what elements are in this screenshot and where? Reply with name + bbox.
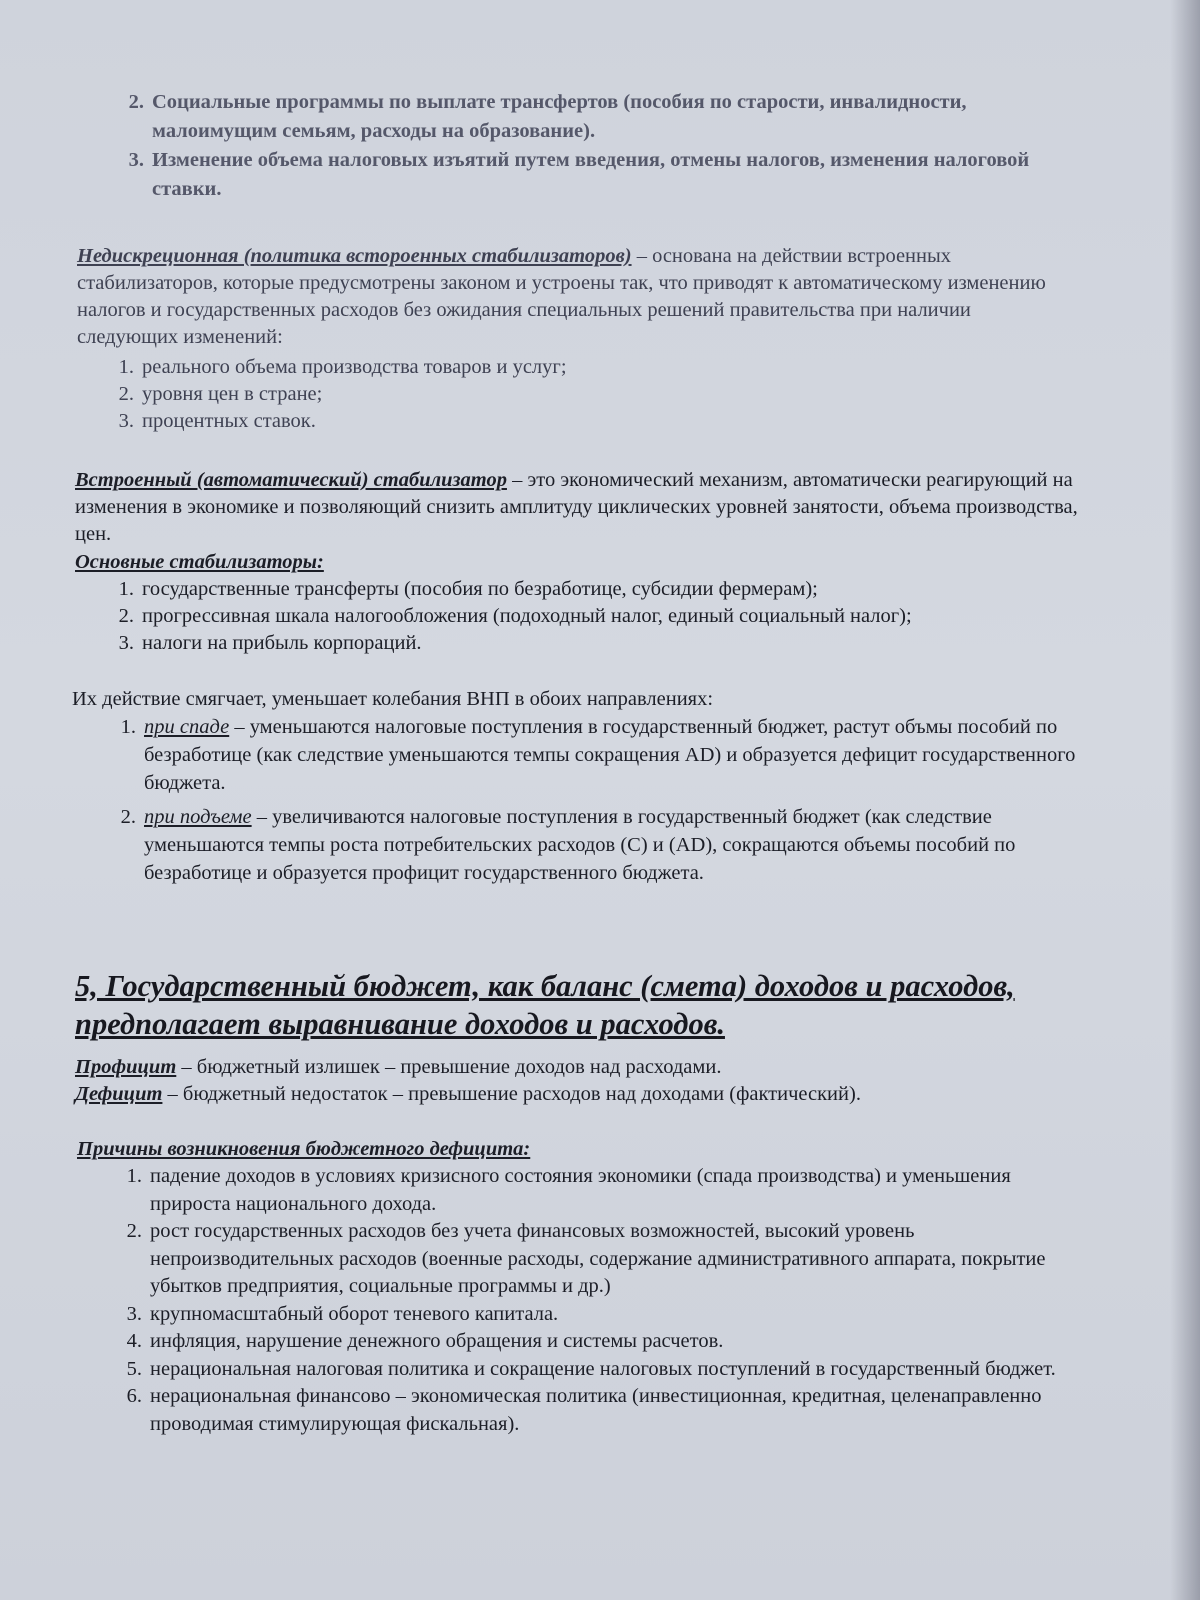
list-number: 1.: [118, 356, 134, 378]
list-item-text: падение доходов в условиях кризисного состояния экономики (спада производства) и уменьшения прироста национального дохода.: [150, 1165, 1011, 1215]
list-number: 2.: [118, 605, 134, 627]
list-item: [100, 576, 1120, 603]
boom-term: при подъеме: [144, 806, 252, 828]
list-item-text: – увеличиваются налоговые поступления в государственный бюджет (как следствие уменьшаются темпы роста потребительских расходов (С) и (AD), сокращаются объемы пособий по безработице и образуется профицит государственного бюджета.: [144, 806, 1016, 884]
list-item-text: процентных ставок.: [142, 410, 316, 432]
list-number: 3.: [128, 149, 144, 171]
nondiscretionary-text: – основана на действии встроенных стабилизаторов, которые предусмотрены законом и устроены так, что приводят к автоматическому изменению налогов и государственных расходов без ожидания специальных решений правительства при наличии следующих изменений:: [77, 245, 1046, 348]
builtin-stabilizer-term: Встроенный (автоматический) стабилизатор: [75, 469, 507, 491]
list-item-text: государственные трансферты (пособия по безработице, субсидии фермерам);: [142, 578, 818, 600]
list-item: [110, 146, 1050, 204]
list-number: 6.: [126, 1385, 142, 1407]
nondiscretionary-paragraph: [77, 243, 1067, 351]
page-edge-shadow: [1170, 0, 1200, 1600]
list-item: [110, 88, 1050, 146]
list-item: [102, 713, 1082, 797]
list-number: 1.: [120, 716, 136, 738]
list-item: [102, 803, 1082, 887]
list-item-text: крупномасштабный оборот теневого капитала.: [150, 1302, 559, 1325]
deficit-causes-list: [108, 1163, 1068, 1438]
list-item: [108, 1218, 1068, 1301]
list-item: [108, 1301, 1068, 1329]
list-item-text: прогрессивная шкала налогообложения (подоходный налог, единый социальный налог);: [142, 605, 912, 627]
definitions: [75, 1054, 1075, 1108]
list-item: [108, 1163, 1068, 1218]
list-item-text: налоги на прибыль корпораций.: [142, 632, 422, 654]
nondiscretionary-term: Недискреционная (политика встороенных стабилизаторов): [77, 245, 632, 267]
effect-intro: Их действие смягчает, уменьшает колебания ВНП в обоих направлениях:: [72, 688, 714, 710]
list-item: [100, 381, 1000, 408]
list-item-text: нерациональная финансово – экономическая политика (инвестиционная, кредитная, целенаправленно проводимая стимулирующая фискальная).: [150, 1385, 1042, 1435]
list-item: [100, 354, 1000, 381]
main-stabilizers-list: [100, 576, 1120, 657]
list-item-text: уровня цен в стране;: [142, 383, 323, 405]
list-item-text: нерациональная налоговая политика и сокращение налоговых поступлений в государственный бюджет.: [150, 1357, 1056, 1380]
nondiscretionary-list: [100, 354, 1000, 435]
top-list: [110, 88, 1050, 204]
deficit-term: Дефицит: [75, 1083, 163, 1105]
list-number: 1.: [118, 578, 134, 600]
list-number: 5.: [126, 1357, 142, 1380]
list-item-text: инфляция, нарушение денежного обращения и системы расчетов.: [150, 1330, 724, 1352]
list-item: [100, 630, 1120, 657]
surplus-term: Профицит: [75, 1056, 177, 1078]
list-item-text: реального объема производства товаров и услуг;: [142, 356, 567, 378]
list-number: 2.: [126, 1220, 142, 1242]
deficit-text: – бюджетный недостаток – превышение расходов над доходами (фактический).: [162, 1083, 861, 1105]
effect-list: [102, 713, 1082, 887]
list-number: 4.: [126, 1330, 142, 1352]
list-item-text: Социальные программы по выплате трансфертов (пособия по старости, инвалидности, малоимущим семьям, расходы на образование).: [152, 91, 967, 142]
main-stabilizers-heading: Основные стабилизаторы:: [75, 551, 324, 573]
list-number: 2.: [120, 806, 136, 828]
list-item-text: рост государственных расходов без учета финансовых возможностей, высокий уровень непроизводительных расходов (военные расходы, содержание административного аппарата, покрытие убытков предприятия, социальные программы и др.): [150, 1220, 1046, 1297]
list-item: [108, 1356, 1068, 1384]
builtin-stabilizer-paragraph: [75, 467, 1105, 548]
surplus-text: – бюджетный излишек – превышение доходов над расходами.: [176, 1056, 722, 1078]
list-number: 3.: [118, 410, 134, 432]
list-number: 3.: [118, 632, 134, 654]
definition-surplus: [75, 1054, 1075, 1081]
list-item: [100, 408, 1000, 435]
list-item: [108, 1328, 1068, 1356]
list-number: 1.: [126, 1165, 142, 1187]
list-number: 3.: [126, 1302, 142, 1325]
list-number: 2.: [118, 383, 134, 405]
section-5-heading: 5, Государственный бюджет, как баланс (смета) доходов и расходов, предполагает выравнивание доходов и расходов.: [75, 969, 1015, 1041]
definition-deficit: [75, 1081, 1075, 1108]
builtin-stabilizer-text: – это экономический механизм, автоматически реагирующий на изменения в экономике и позволяющий снизить амплитуду циклических уровней занятости, объема производства, цен.: [75, 469, 1078, 545]
recession-term: при спаде: [144, 716, 230, 738]
list-item-text: Изменение объема налоговых изъятий путем введения, отмены налогов, изменения налоговой ставки.: [152, 149, 1030, 200]
list-item: [108, 1383, 1068, 1438]
list-item: [100, 603, 1120, 630]
list-item-text: – уменьшаются налоговые поступления в государственный бюджет, растут объмы пособий по безработице (как следствие уменьшаются темпы сокращения AD) и образуется дефицит государственного бюджета.: [144, 716, 1076, 794]
list-number: 2.: [128, 91, 144, 113]
deficit-causes-heading: Причины возникновения бюджетного дефицита:: [77, 1138, 531, 1160]
